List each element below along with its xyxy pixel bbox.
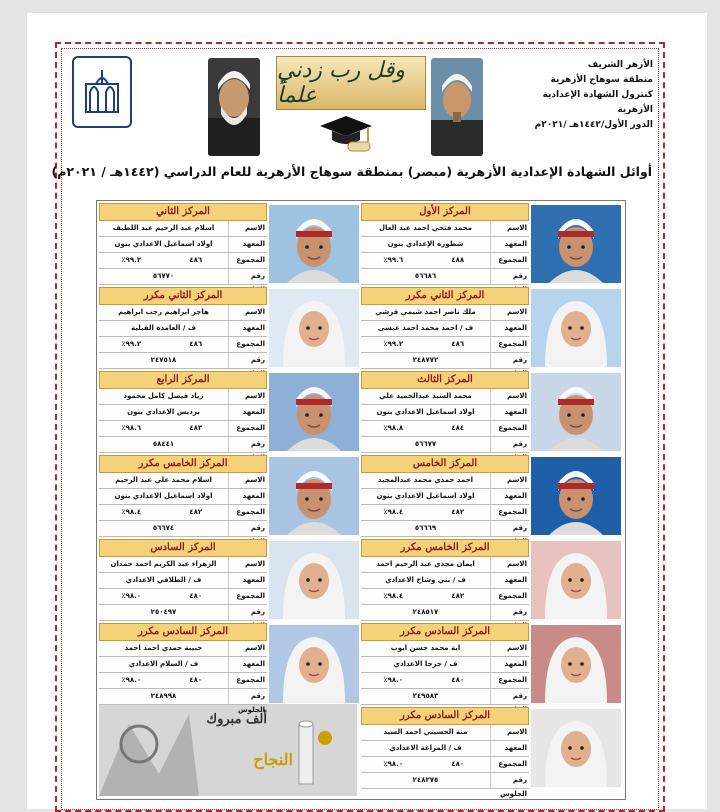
student-name: زياد فيصل كامل محمود <box>99 389 229 404</box>
student-info <box>99 539 267 621</box>
seat-key: رقم الجلوس <box>500 776 527 798</box>
institute-key: المعهد <box>242 324 265 332</box>
student-photo <box>269 373 359 451</box>
total-key: المجموع <box>498 424 527 432</box>
student-name: منة الحسيني احمد السيد <box>361 725 491 740</box>
student-total: ٤٨٠ <box>189 676 203 684</box>
total-row <box>361 421 529 437</box>
header-line-1: الأزهر الشريف <box>587 60 653 70</box>
total-key: المجموع <box>498 508 527 516</box>
rank-label: المركز الخامس مكرر <box>361 539 529 557</box>
rank-label: المركز الرابع <box>99 371 267 389</box>
institute-key: المعهد <box>504 240 527 248</box>
institute-key: المعهد <box>242 240 265 248</box>
name-key: الاسم <box>507 560 527 568</box>
name-row <box>99 305 267 321</box>
student-total: ٤٨٤ <box>451 424 465 432</box>
student-card <box>361 623 623 705</box>
student-name: اسلام محمد علي عبد الرحيم <box>99 473 229 488</box>
student-name: اسلام عبد الرحيم عبد اللطيف <box>99 221 229 236</box>
seat-key: رقم <box>250 272 265 280</box>
student-institute: اولاد اسماعيل الاعدادي بنون <box>361 489 491 504</box>
quran-verse-banner <box>276 56 426 110</box>
student-info <box>361 707 529 798</box>
student-name: محمد السيد عبدالحميد علي <box>361 389 491 404</box>
student-photo <box>531 457 621 535</box>
seat-row <box>361 437 529 453</box>
seat-row <box>361 605 529 621</box>
institute-key: المعهد <box>504 744 527 752</box>
student-institute: ف / بني وشاح الاعدادي <box>361 573 491 588</box>
banner-text: وقل رب زدني علماً <box>277 58 406 108</box>
name-row <box>99 641 267 657</box>
institute-row <box>361 573 529 589</box>
institute-key: المعهد <box>242 576 265 584</box>
student-total: ٤٨٦ <box>189 256 203 264</box>
student-seat: ٥٦٦٧٧ <box>361 437 491 452</box>
institute-key: المعهد <box>242 408 265 416</box>
institute-row <box>99 489 267 505</box>
total-key: المجموع <box>236 424 265 432</box>
rank-label: المركز الثاني <box>99 203 267 221</box>
institute-key: المعهد <box>504 408 527 416</box>
name-key: الاسم <box>245 560 265 568</box>
congratulations-banner <box>99 704 357 796</box>
student-total: ٤٨٣ <box>189 424 203 432</box>
student-institute: برديس الاعدادي بنون <box>99 405 229 420</box>
rank-label: المركز الثاني مكرر <box>361 287 529 305</box>
institute-row <box>99 657 267 673</box>
student-card <box>99 539 361 621</box>
student-percent: ٩٩.٦٪ <box>383 256 404 264</box>
total-row <box>99 673 267 689</box>
student-institute: اولاد اسماعيل الاعدادي بنون <box>99 489 229 504</box>
seat-key: رقم <box>512 608 527 616</box>
rank-label: المركز السادس <box>99 539 267 557</box>
seat-key: رقم <box>512 440 527 448</box>
student-total: ٤٨٢ <box>451 592 465 600</box>
student-photo <box>269 457 359 535</box>
student-percent: ٩٩.٢٪ <box>383 340 404 348</box>
seat-row <box>99 353 267 369</box>
rank-label: المركز الثالث <box>361 371 529 389</box>
institute-key: المعهد <box>242 660 265 668</box>
total-key: المجموع <box>236 592 265 600</box>
seat-key: رقم الجلوس <box>238 692 265 714</box>
total-row <box>99 421 267 437</box>
student-seat: ٥٦٧٧٠ <box>99 269 229 284</box>
student-photo <box>531 373 621 451</box>
student-institute: ف / احمد محمد احمد عيسى <box>361 321 491 336</box>
congrats-line-1: ألف مبروك <box>206 712 267 727</box>
rank-label: المركز السادس مكرر <box>361 623 529 641</box>
student-institute: ف / الطلاقي الاعدادي <box>99 573 229 588</box>
student-info <box>361 623 529 705</box>
rank-label: المركز الخامس مكرر <box>99 455 267 473</box>
institute-row <box>361 237 529 253</box>
student-card <box>99 287 361 369</box>
name-key: الاسم <box>507 644 527 652</box>
name-row <box>99 389 267 405</box>
student-institute: اولاد اسماعيل الاعدادي بنون <box>361 405 491 420</box>
seat-key: رقم <box>250 608 265 616</box>
total-key: المجموع <box>498 592 527 600</box>
student-card <box>99 455 361 537</box>
student-total: ٤٨٠ <box>451 760 465 768</box>
total-row <box>361 673 529 689</box>
student-info <box>361 539 529 621</box>
name-key: الاسم <box>507 728 527 736</box>
rank-label: المركز الأول <box>361 203 529 221</box>
student-info <box>99 287 267 369</box>
student-card <box>361 371 623 453</box>
student-name: ملك ناصر احمد شيمي قرشي <box>361 305 491 320</box>
student-percent: ٩٨.٨٪ <box>383 424 404 432</box>
student-name: هاجر ابراهيم رجب ابراهيم <box>99 305 229 320</box>
total-key: المجموع <box>236 676 265 684</box>
header-line-2: منطقة سوهاج الأزهرية <box>550 75 653 85</box>
seat-row <box>99 437 267 453</box>
student-institute: ف / المراغة الاعدادي <box>361 741 491 756</box>
student-percent: ٩٨.٠٪ <box>121 676 142 684</box>
azhar-logo <box>72 56 132 128</box>
seat-row <box>99 521 267 537</box>
name-row <box>361 473 529 489</box>
name-key: الاسم <box>507 308 527 316</box>
student-photo <box>269 289 359 367</box>
name-key: الاسم <box>507 224 527 232</box>
student-info <box>99 455 267 537</box>
seat-key: رقم <box>512 356 527 364</box>
name-key: الاسم <box>507 392 527 400</box>
name-row <box>99 557 267 573</box>
student-info <box>361 287 529 369</box>
student-name: الزهراء عبد الكريم احمد حمدان <box>99 557 229 572</box>
total-row <box>99 253 267 269</box>
student-photo <box>269 205 359 283</box>
seat-key: رقم <box>250 440 265 448</box>
student-percent: ٩٨.٠٪ <box>383 760 404 768</box>
seat-row <box>361 521 529 537</box>
total-key: المجموع <box>498 340 527 348</box>
name-row <box>361 557 529 573</box>
student-total: ٤٨٢ <box>189 508 203 516</box>
name-key: الاسم <box>245 308 265 316</box>
header-line-3: كنترول الشهادة الإعدادية الأزهرية <box>542 90 653 115</box>
congrats-line-2: النجاح <box>253 750 293 769</box>
student-seat: ٢٤٨٢٧٥ <box>361 773 491 788</box>
student-photo <box>269 541 359 619</box>
student-name: حبيبة حمدي احمد احمد <box>99 641 229 656</box>
total-key: المجموع <box>498 256 527 264</box>
seat-key: رقم <box>512 524 527 532</box>
student-card <box>361 287 623 369</box>
rank-label: المركز السادس مكرر <box>361 707 529 725</box>
total-key: المجموع <box>236 508 265 516</box>
rank-label: المركز الخامس <box>361 455 529 473</box>
student-percent: ٩٨.٦٪ <box>121 424 142 432</box>
institute-row <box>99 237 267 253</box>
institute-key: المعهد <box>504 324 527 332</box>
student-name: محمد فتحي احمد عبد العال <box>361 221 491 236</box>
name-row <box>361 389 529 405</box>
student-seat: ٢٤٨٧٧٢ <box>361 353 491 368</box>
seat-row <box>361 773 529 798</box>
student-photo <box>531 541 621 619</box>
student-seat: ٥٨٤٤١ <box>99 437 229 452</box>
student-percent: ٩٨.٤٪ <box>383 592 404 600</box>
sheikh-photo-right <box>431 58 483 156</box>
total-row <box>99 505 267 521</box>
student-info <box>361 203 529 285</box>
student-total: ٤٨٠ <box>189 592 203 600</box>
student-seat: ٢٤٩٥٨٣ <box>361 689 491 704</box>
seat-row <box>99 605 267 621</box>
student-percent: ٩٩.٢٪ <box>121 256 142 264</box>
graduation-cap-icon <box>318 112 374 154</box>
name-row <box>361 221 529 237</box>
total-row <box>361 505 529 521</box>
student-card <box>361 707 623 798</box>
student-percent: ٩٨.٠٪ <box>383 676 404 684</box>
total-key: المجموع <box>236 340 265 348</box>
student-name: احمد حمدي محمد عبدالمجيد <box>361 473 491 488</box>
student-institute: شطوره الإعدادي بنون <box>361 237 491 252</box>
student-seat: ٢٤٨٩٩٨ <box>99 689 229 704</box>
student-seat: ٥٦٦٧٤ <box>99 521 229 536</box>
student-percent: ٩٨.٤٪ <box>383 508 404 516</box>
student-total: ٤٨٨ <box>451 256 465 264</box>
institute-row <box>361 321 529 337</box>
seat-key: رقم <box>512 272 527 280</box>
name-key: الاسم <box>245 392 265 400</box>
student-info <box>361 371 529 453</box>
seat-row <box>99 689 267 714</box>
institute-key: المعهد <box>242 492 265 500</box>
page-title: أوائل الشهادة الإعدادية الأزهرية (مبصر) بمنطقة سوهاج الأزهرية للعام الدراسي (١٤٤٢هـ / ٢٠٢١م) <box>51 164 652 179</box>
name-row <box>361 725 529 741</box>
total-row <box>99 337 267 353</box>
student-card <box>99 371 361 453</box>
name-row <box>99 221 267 237</box>
name-row <box>361 641 529 657</box>
student-card <box>99 203 361 285</box>
student-photo <box>531 205 621 283</box>
seat-key: رقم <box>250 356 265 364</box>
seat-key: رقم <box>512 692 527 700</box>
name-key: الاسم <box>245 476 265 484</box>
institute-row <box>361 657 529 673</box>
student-info <box>99 623 267 714</box>
student-percent: ٩٩.٢٪ <box>121 340 142 348</box>
seat-row <box>361 269 529 285</box>
student-photo <box>531 289 621 367</box>
student-percent: ٩٨.٠٪ <box>121 592 142 600</box>
total-row <box>99 589 267 605</box>
total-key: المجموع <box>236 256 265 264</box>
rank-label: المركز الثاني مكرر <box>99 287 267 305</box>
student-name: ايمان مجدي عبد الرحيم احمد <box>361 557 491 572</box>
student-photo <box>269 625 359 703</box>
institute-key: المعهد <box>504 660 527 668</box>
student-photo <box>531 709 621 787</box>
student-total: ٤٨٠ <box>451 676 465 684</box>
student-institute: ف / جرجا الاعدادي <box>361 657 491 672</box>
total-row <box>361 757 529 773</box>
rank-label: المركز السادس مكرر <box>99 623 267 641</box>
student-institute: ف / السلام الاعدادي <box>99 657 229 672</box>
student-info <box>361 455 529 537</box>
seat-row <box>99 269 267 285</box>
header-line-4: الدور الأول/١٤٤٢هـ /٢٠٢١م <box>534 120 653 130</box>
institute-row <box>361 405 529 421</box>
student-info <box>99 203 267 285</box>
student-seat: ٥٦٦٨٦ <box>361 269 491 284</box>
student-seat: ٢٥٠٤٩٧ <box>99 605 229 620</box>
institute-row <box>99 573 267 589</box>
institute-row <box>99 405 267 421</box>
student-card <box>361 539 623 621</box>
student-name: اية محمد حسن ايوب <box>361 641 491 656</box>
name-key: الاسم <box>245 224 265 232</box>
student-card <box>361 203 623 285</box>
student-info <box>99 371 267 453</box>
total-key: المجموع <box>498 676 527 684</box>
institute-row <box>361 741 529 757</box>
student-seat: ٥٦٦٦٩ <box>361 521 491 536</box>
seat-row <box>361 689 529 705</box>
name-key: الاسم <box>507 476 527 484</box>
seat-row <box>361 353 529 369</box>
name-row <box>99 473 267 489</box>
institute-row <box>361 489 529 505</box>
name-key: الاسم <box>245 644 265 652</box>
student-total: ٤٨٦ <box>189 340 203 348</box>
student-card <box>361 455 623 537</box>
student-total: ٤٨٦ <box>451 340 465 348</box>
sheikh-photo-left <box>208 58 260 156</box>
student-seat: ٢٤٧٥١٨ <box>99 353 229 368</box>
institute-key: المعهد <box>504 492 527 500</box>
student-total: ٤٨٢ <box>451 508 465 516</box>
student-seat: ٢٤٨٥١٧ <box>361 605 491 620</box>
student-percent: ٩٨.٤٪ <box>121 508 142 516</box>
total-row <box>361 337 529 353</box>
institution-header <box>505 58 653 133</box>
student-institute: ف / العامدة القبلية <box>99 321 229 336</box>
institute-row <box>99 321 267 337</box>
student-institute: اولاد اسماعيل الاعدادي بنون <box>99 237 229 252</box>
name-row <box>361 305 529 321</box>
student-card <box>99 623 361 714</box>
total-row <box>361 589 529 605</box>
honor-roll-grid <box>96 200 626 800</box>
total-key: المجموع <box>498 760 527 768</box>
student-photo <box>531 625 621 703</box>
seat-key: رقم <box>250 524 265 532</box>
institute-key: المعهد <box>504 576 527 584</box>
total-row <box>361 253 529 269</box>
